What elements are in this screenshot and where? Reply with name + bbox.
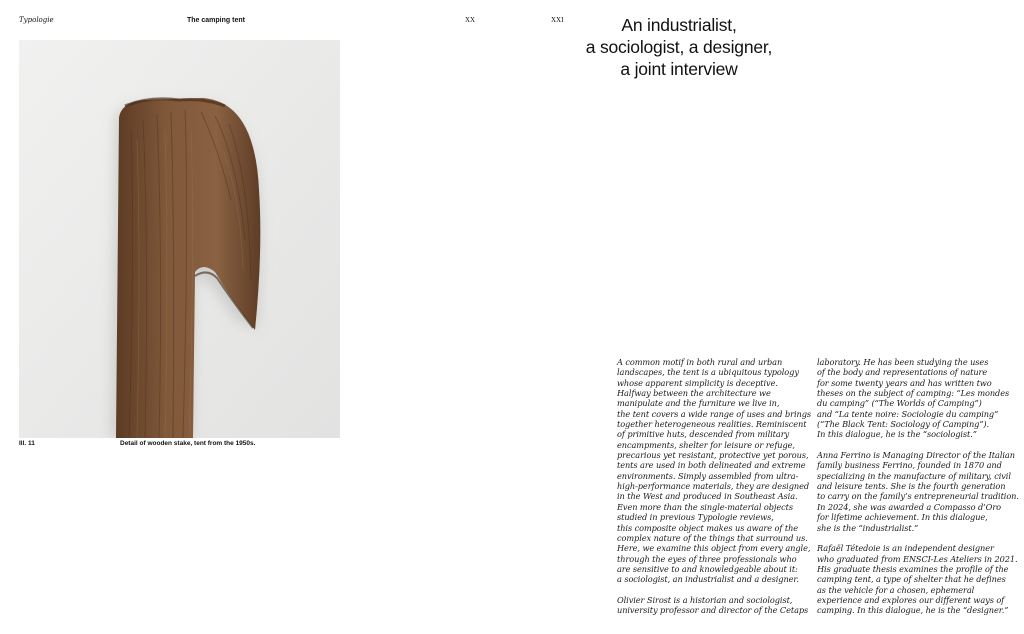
text-line: this composite object makes us aware of the <box>617 522 799 533</box>
text-line: laboratory. He has been studying the uses <box>817 357 989 367</box>
text-line: a sociologist, an industrialist and a designer. <box>617 574 799 585</box>
text-line: Halfway between the architecture we <box>617 388 771 399</box>
text-line: In this dialogue, he is the “sociologist.” <box>817 429 977 440</box>
chapter-name: The camping tent <box>187 17 245 24</box>
paragraph-gap <box>617 585 802 595</box>
text-line: manipulate and the furniture we live in, <box>617 398 780 409</box>
text-line: experience and explores our different ways of <box>817 594 1005 605</box>
text-line: and “La tente noire: Sociologie du camping” <box>817 408 999 419</box>
page-number-left: XX <box>465 16 476 24</box>
text-line: for lifetime achievement. In this dialogue, <box>817 512 988 523</box>
text-line: the tent covers a wide range of uses and brings <box>617 408 811 419</box>
text-line: who graduated from ENSCI-Les Ateliers in 2021. <box>817 553 1018 564</box>
text-line: for some twenty years and has written two <box>817 377 992 388</box>
text-line: precarious yet resistant, protective yet porous, <box>617 450 809 461</box>
text-line: through the eyes of three professionals who <box>617 553 797 564</box>
text-line: of the body and representations of nature <box>817 367 988 378</box>
text-line: university professor and director of the Cetaps <box>617 605 809 616</box>
text-line: of primitive huts, descended from military <box>617 429 790 440</box>
paragraph-gap <box>817 440 1012 450</box>
text-line: Olivier Sirost is a historian and sociologist, <box>617 594 793 605</box>
text-line: studied in previous Typologie reviews, <box>617 512 774 523</box>
text-line: Here, we examine this object from every angle, <box>617 543 811 554</box>
text-line: as the vehicle for a chosen, ephemeral <box>817 584 975 595</box>
text-line: Rafaël Tétedoie is an independent designer <box>817 543 994 554</box>
intro-column-2 <box>817 357 1019 616</box>
text-line: to carry on the family’s entrepreneurial tradition. <box>817 491 1019 502</box>
wooden-stake-photo <box>19 40 340 438</box>
text-line: landscapes, the tent is a ubiquitous typology <box>617 367 799 378</box>
text-line: du camping” (“The Worlds of Camping”) <box>817 398 982 409</box>
text-line: are sensitive to and knowledgeable about it: <box>617 563 798 574</box>
text-line: In 2024, she was awarded a Compasso d’Oro <box>817 501 1002 512</box>
intro-column-1 <box>617 357 811 616</box>
article-title <box>560 14 798 80</box>
text-line: tents are used in both delineated and extreme <box>617 460 806 471</box>
figure-number: Ill. 11 <box>19 440 35 447</box>
figure-caption: Detail of wooden stake, tent from the 1950s. <box>120 440 256 447</box>
title-line: a sociologist, a designer, <box>585 37 773 57</box>
text-line: together heterogeneous realities. Reminiscent <box>617 419 807 430</box>
text-line: specializing in the manufacture of military, civil <box>817 470 1011 481</box>
title-line: a joint interview <box>620 59 738 79</box>
text-line: theses on the subject of camping: “Les mondes <box>817 388 1010 399</box>
text-line: Anna Ferrino is Managing Director of the Italian <box>817 450 1015 461</box>
text-line: complex nature of the things that surround us. <box>617 532 808 543</box>
text-line: A common motif in both rural and urban <box>617 357 783 367</box>
text-line: (“The Black Tent: Sociology of Camping”). <box>817 419 990 430</box>
text-line: whose apparent simplicity is deceptive. <box>617 377 778 388</box>
text-line: high-performance materials, they are designed <box>617 481 810 492</box>
section-name: Typologie <box>19 16 54 24</box>
text-line: encampments, shelter for leisure or refuge, <box>617 439 795 450</box>
text-line: environments. Simply assembled from ultra- <box>617 470 799 481</box>
text-line: camping tent, a type of shelter that he defines <box>817 574 1006 585</box>
text-line: family business Ferrino, founded in 1870 and <box>817 460 1002 471</box>
text-line: in the West and produced in Southeast Asia. <box>617 491 798 502</box>
title-line: An industrialist, <box>621 15 737 35</box>
text-line: camping. In this dialogue, he is the “designer.” <box>817 605 1009 616</box>
paragraph-gap <box>817 533 1012 543</box>
text-line: and leisure tents. She is the fourth generation <box>817 481 1006 492</box>
text-line: Even more than the single-material objects <box>617 501 793 512</box>
text-line: she is the “industrialist.” <box>817 522 919 533</box>
text-line: His graduate thesis examines the profile of the <box>817 563 1009 574</box>
page-number-right: XXI <box>551 16 564 24</box>
